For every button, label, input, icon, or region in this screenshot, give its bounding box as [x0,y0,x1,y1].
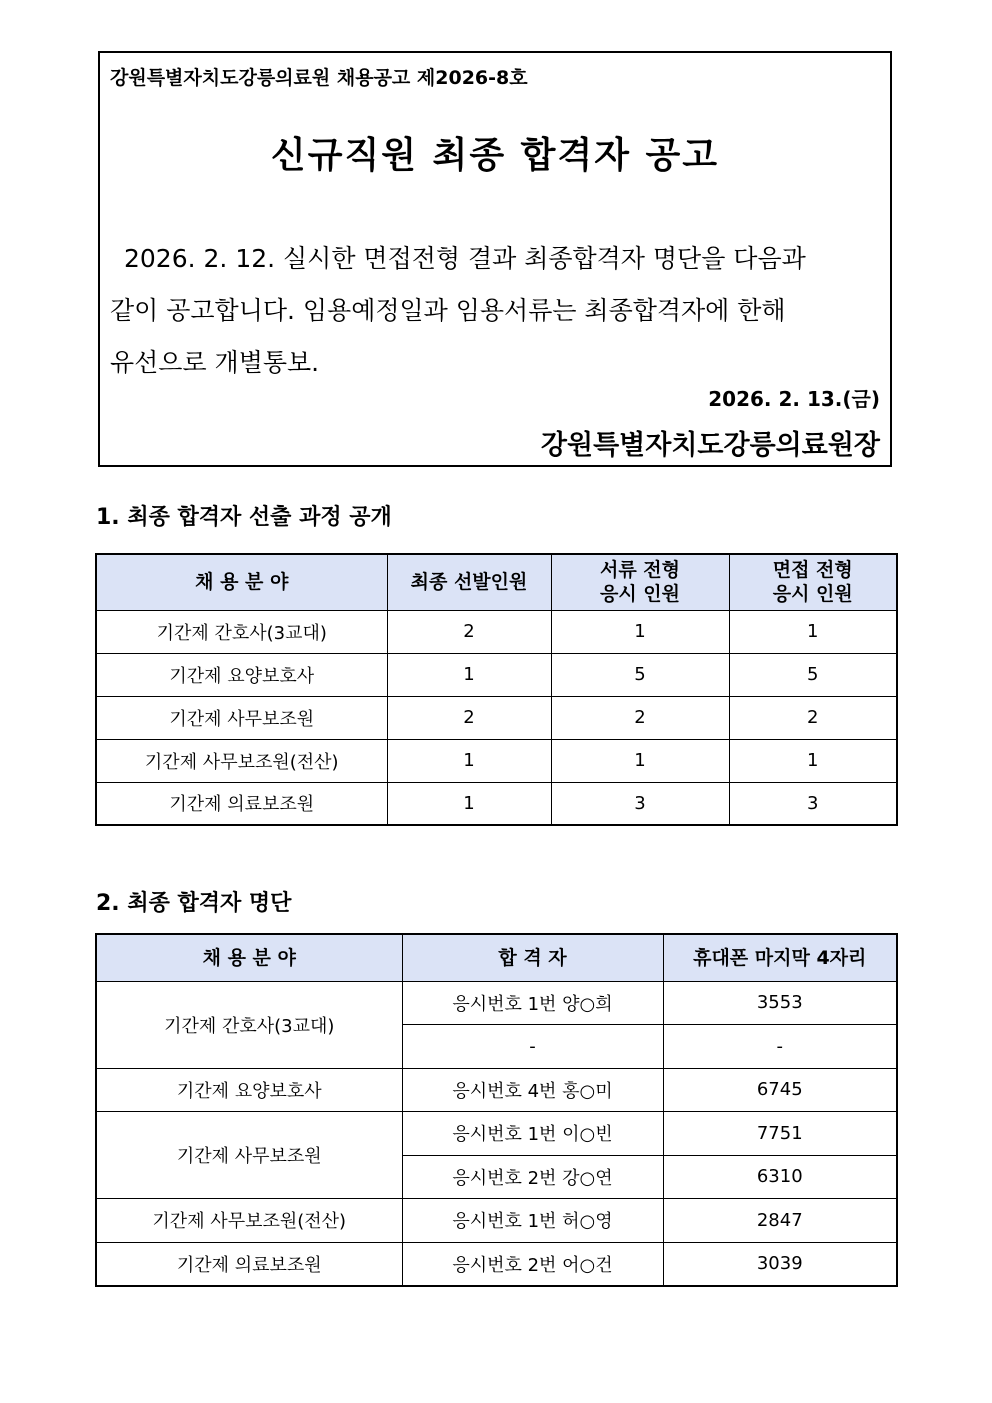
table-row [96,981,897,1025]
cell-passer: 응시번호 4번 홍○미 [402,1068,663,1112]
notice-body-line: 2026. 2. 12. 실시한 면접전형 결과 최종합격자 명단을 다음과 [124,244,806,273]
table-row [96,653,897,696]
header-line: 서류 전형 [599,559,681,582]
cell-phone: - [663,1025,897,1069]
cell-passer: 응시번호 1번 양○희 [402,981,663,1025]
final-passers-table [95,933,898,1287]
notice-box [98,51,892,467]
cell-final: 1 [387,653,551,696]
table-header-row [96,934,897,981]
table-row [96,1068,897,1112]
cell-passer: 응시번호 2번 어○건 [402,1242,663,1286]
cell-interview: 2 [729,696,897,739]
cell-doc: 2 [551,696,729,739]
cell-field: 기간제 의료보조원 [96,1242,402,1286]
cell-final: 1 [387,739,551,782]
table-row [96,1199,897,1243]
cell-interview: 3 [729,782,897,825]
cell-interview: 5 [729,653,897,696]
cell-field: 기간제 요양보호사 [96,1068,402,1112]
table-row [96,1112,897,1156]
cell-doc: 3 [551,782,729,825]
notice-body-line: 같이 공고합니다. 임용예정일과 임용서류는 최종합격자에 한해 [110,296,786,325]
header-line: 응시 인원 [772,583,853,606]
cell-phone: 6745 [663,1068,897,1112]
page-title: 신규직원 최종 합격자 공고 [270,135,720,176]
cell-field: 기간제 사무보조원(전산) [96,739,387,782]
cell-passer: 응시번호 1번 이○빈 [402,1112,663,1156]
table-row [96,739,897,782]
cell-field: 기간제 간호사(3교대) [96,981,402,1068]
cell-doc: 1 [551,610,729,653]
cell-final: 2 [387,610,551,653]
cell-phone: 2847 [663,1199,897,1243]
header-phone: 휴대폰 마지막 4자리 [663,934,897,981]
cell-interview: 1 [729,739,897,782]
header-line: 면접 전형 [772,559,853,582]
header-passer: 합 격 자 [402,934,663,981]
cell-field: 기간제 간호사(3교대) [96,610,387,653]
cell-passer: 응시번호 2번 강○연 [402,1155,663,1199]
section1-heading: 1. 최종 합격자 선출 과정 공개 [96,505,392,530]
cell-phone: 3039 [663,1242,897,1286]
cell-phone: 7751 [663,1112,897,1156]
cell-field: 기간제 사무보조원 [96,696,387,739]
cell-phone: 6310 [663,1155,897,1199]
cell-passer: 응시번호 1번 허○영 [402,1199,663,1243]
selection-process-table [95,553,898,826]
table-row [96,696,897,739]
notice-body [110,233,880,389]
header-interview-count [729,554,897,610]
cell-phone: 3553 [663,981,897,1025]
cell-field: 기간제 의료보조원 [96,782,387,825]
cell-doc: 1 [551,739,729,782]
header-field: 채 용 분 야 [96,934,402,981]
notice-date: 2026. 2. 13.(금) [708,387,880,411]
header-final-count: 최종 선발인원 [387,554,551,610]
cell-final: 1 [387,782,551,825]
notice-body-line: 유선으로 개별통보. [110,348,320,377]
table-row [96,610,897,653]
header-line: 응시 인원 [599,583,681,606]
cell-interview: 1 [729,610,897,653]
header-field: 채 용 분 야 [96,554,387,610]
cell-passer: - [402,1025,663,1069]
cell-doc: 5 [551,653,729,696]
table-header-row [96,554,897,610]
section2-heading: 2. 최종 합격자 명단 [96,891,292,916]
header-document-count [551,554,729,610]
cell-field: 기간제 사무보조원(전산) [96,1199,402,1243]
notice-issuer: 강원특별자치도강릉의료원장 [540,430,880,461]
cell-field: 기간제 요양보호사 [96,653,387,696]
notice-number: 강원특별자치도강릉의료원 채용공고 제2026-8호 [110,67,528,89]
cell-final: 2 [387,696,551,739]
table-row [96,1242,897,1286]
table-row [96,782,897,825]
cell-field: 기간제 사무보조원 [96,1112,402,1199]
